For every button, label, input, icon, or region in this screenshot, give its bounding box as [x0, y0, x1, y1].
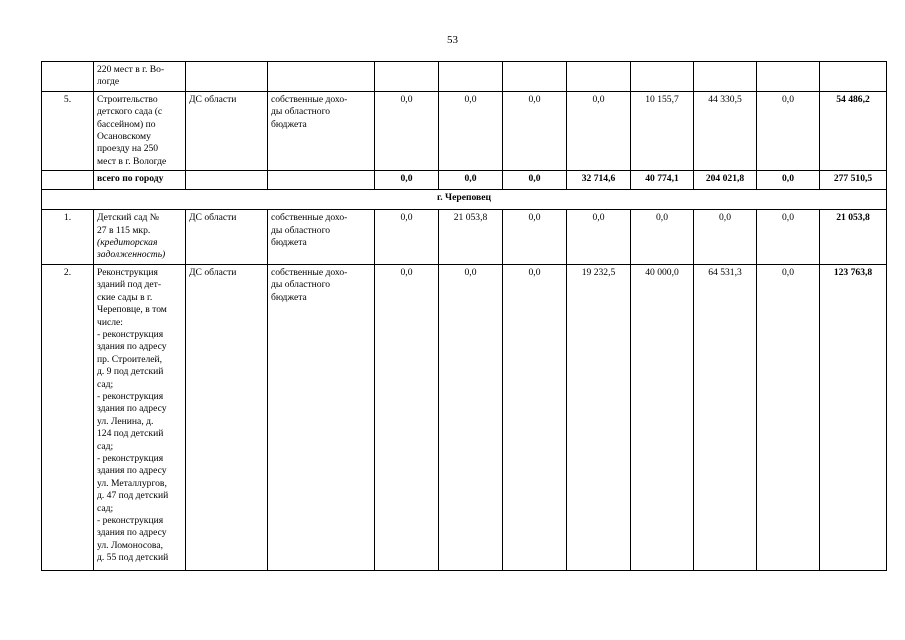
cell-value: 0,0	[694, 210, 757, 265]
cell-value: 0,0	[757, 264, 820, 570]
cell-object-name: Детский сад № 27 в 115 мкр. (кредиторская задолженность)	[94, 210, 186, 265]
cell-value	[503, 62, 567, 92]
cell-value: 32 714,6	[567, 171, 631, 190]
cell-value: 0,0	[439, 264, 503, 570]
cell-value: 0,0	[503, 210, 567, 265]
cell-value: 0,0	[757, 210, 820, 265]
table-row-city-total	[42, 171, 887, 190]
table-row-5	[42, 91, 887, 170]
cell-value: 0,0	[503, 91, 567, 170]
cell-executor: ДС области	[186, 210, 268, 265]
cell-total-label: всего по городу	[94, 171, 186, 190]
cell-value	[567, 62, 631, 92]
cell-executor: ДС области	[186, 264, 268, 570]
page-number: 53	[447, 34, 458, 46]
table-row-1	[42, 210, 887, 265]
cell-value	[439, 62, 503, 92]
cell-value: 64 531,3	[694, 264, 757, 570]
cell-value	[631, 62, 694, 92]
cell-source	[268, 62, 375, 92]
cell-value: 0,0	[567, 91, 631, 170]
cell-value: 19 232,5	[567, 264, 631, 570]
cell-value: 0,0	[631, 210, 694, 265]
cell-executor: ДС области	[186, 91, 268, 170]
cell-value	[757, 62, 820, 92]
section-title: г. Череповец	[42, 190, 887, 210]
cell-value: 0,0	[439, 91, 503, 170]
cell-value: 0,0	[757, 91, 820, 170]
cell-value: 0,0	[375, 91, 439, 170]
cell-index: 5.	[42, 91, 94, 170]
cell-index	[42, 62, 94, 92]
cell-value: 0,0	[375, 210, 439, 265]
cell-value: 40 774,1	[631, 171, 694, 190]
cell-object-name: Строительство детского сада (с бассейном) по Осановскому проезду на 250 мест в г. Вологде	[94, 91, 186, 170]
cell-value: 0,0	[503, 264, 567, 570]
cell-value	[375, 62, 439, 92]
cell-total-value: 277 510,5	[820, 171, 887, 190]
cell-value: 10 155,7	[631, 91, 694, 170]
cell-total-value: 54 486,2	[820, 91, 887, 170]
table-row-2	[42, 264, 887, 570]
table-row-continuation	[42, 62, 887, 92]
budget-table	[41, 61, 887, 571]
cell-executor	[186, 62, 268, 92]
cell-value: 0,0	[375, 171, 439, 190]
cell-value: 0,0	[375, 264, 439, 570]
cell-source: собственные дохо- ды областного бюджета	[268, 210, 375, 265]
cell-source: собственные дохо- ды областного бюджета	[268, 264, 375, 570]
table-row-section	[42, 190, 887, 210]
cell-source	[268, 171, 375, 190]
cell-object-name: 220 мест в г. Во- логде	[94, 62, 186, 92]
cell-total-value: 21 053,8	[820, 210, 887, 265]
cell-executor	[186, 171, 268, 190]
cell-value: 21 053,8	[439, 210, 503, 265]
cell-index: 2.	[42, 264, 94, 570]
cell-value: 0,0	[439, 171, 503, 190]
cell-value: 204 021,8	[694, 171, 757, 190]
cell-value: 0,0	[567, 210, 631, 265]
cell-value: 0,0	[757, 171, 820, 190]
cell-value: 0,0	[503, 171, 567, 190]
cell-value	[820, 62, 887, 92]
cell-value: 44 330,5	[694, 91, 757, 170]
cell-object-name: Реконструкция зданий под дет- ские сады в г. Череповце, в том числе: - реконструкция здания по адресу пр. Строителей, д. 9 под детский сад; - реконструкция здания по адресу ул. Ленина, д. 124 под детский сад; - реконструкция здания по адресу ул. Металлургов, д. 47 под детский сад; - реконструкция здания по адресу ул. Ломоносова, д. 55 под детский	[94, 264, 186, 570]
cell-index	[42, 171, 94, 190]
cell-value	[694, 62, 757, 92]
cell-source: собственные дохо- ды областного бюджета	[268, 91, 375, 170]
cell-value: 40 000,0	[631, 264, 694, 570]
cell-index: 1.	[42, 210, 94, 265]
cell-total-value: 123 763,8	[820, 264, 887, 570]
